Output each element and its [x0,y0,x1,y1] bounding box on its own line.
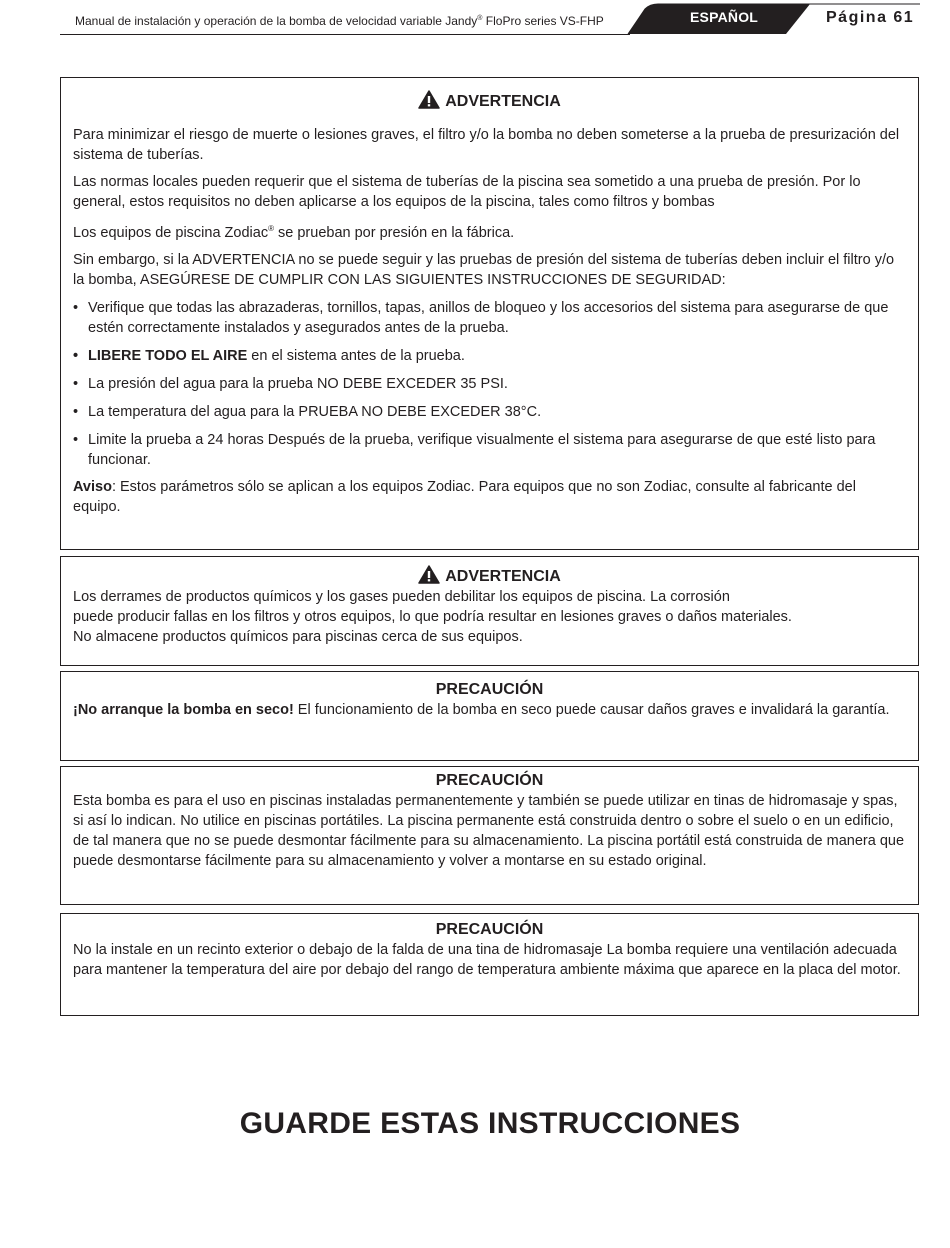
notice-paragraph: Aviso: Estos parámetros sólo se aplican a los equipos Zodiac. Para equipos que no son Zodiac, consulte al fabricante del equipo. [73,478,856,515]
caution-box-permanent-pool [60,766,919,905]
paragraph: No la instale en un recinto exterior o debajo de la falda de una tina de hidromasaje La bomba requiere una ventilación adecuada para mantener la temperatura del aire por debajo del rango de temperatura ambiente máxima que aparece en la placa del motor. [73,942,901,978]
caution-title: PRECAUCIÓN [435,772,544,789]
paragraph: Sin embargo, si la ADVERTENCIA no se puede seguir y las pruebas de presión del sistema de tuberías deben incluir el filtro y/o la bomba, ASEGÚRESE DE CUMPLIR CON LAS SIGUIENTES INSTRUCCIONES DE SEGURIDAD: [73,251,895,288]
warning-triangle-icon [418,90,440,109]
warning-title: ADVERTENCIA [73,565,906,587]
paragraph-line: No almacene productos químicos para piscinas cerca de sus equipos. [73,629,523,645]
paragraph: Para minimizar el riesgo de muerte o lesiones graves, el filtro y/o la bomba no deben someterse a la prueba de presurización del sistema de tuberías. [73,127,900,163]
warning-box-chemicals [60,556,919,666]
page-header [0,0,950,40]
paragraph-line: puede producir fallas en los filtros y otros equipos, lo que podría resultar en lesiones graves o daños materiales. [73,609,792,625]
caution-title: PRECAUCIÓN [435,681,544,698]
caution-box-dry-run [60,671,919,761]
warning-title: ADVERTENCIA [73,90,906,112]
caution-title: PRECAUCIÓN [435,921,544,938]
list-item: • Limite la prueba a 24 horas Después de la prueba, verifique visualmente el sistema para asegurarse de que esté listo para funcionar. [73,430,906,470]
paragraph: Las normas locales pueden requerir que el sistema de tuberías de la piscina sea sometido a una prueba de presión. Por lo general, estos requisitos no deben aplicarse a los equipos de la piscina, tales como filtros y bombas [73,174,861,210]
manual-title: Manual de instalación y operación de la bomba de velocidad variable Jandy® FloPro series VS-FHP [75,14,604,28]
list-item: • LIBERE TODO EL AIRE en el sistema antes de la prueba. [73,346,906,366]
warning-triangle-icon [418,565,440,584]
warning-box-pressure-test [60,77,919,550]
paragraph: ¡No arranque la bomba en seco! El funcionamiento de la bomba en seco puede causar daños graves e invalidará la garantía. [73,702,890,718]
paragraph: Los equipos de piscina Zodiac® se prueban por presión en la fábrica. [73,224,515,241]
caution-box-ventilation [60,913,919,1016]
page-number: Página 61 [826,9,915,26]
safety-list [73,298,906,470]
list-item: • La presión del agua para la prueba NO DEBE EXCEDER 35 PSI. [73,374,906,394]
paragraph-line: Los derrames de productos químicos y los gases pueden debilitar los equipos de piscina. La corrosión [73,589,730,605]
paragraph: Esta bomba es para el uso en piscinas instaladas permanentemente y también se puede utilizar en tinas de hidromasaje y spas, si así lo indican. No utilice en piscinas portátiles. La piscina permanente está construida dentro o sobre el suelo o en un edificio, de tal manera que no se puede desmontar fácilmente para su almacenamiento. La piscina portátil está construida de manera que puede desmontarse fácilmente para su almacenamiento y volver a montarse en su estado original. [73,793,905,869]
list-item: • Verifique que todas las abrazaderas, tornillos, tapas, anillos de bloqueo y los accesorios del sistema para asegurarse de que estén correctamente instalados y asegurados antes de la prueba. [73,298,906,338]
save-instructions-title: GUARDE ESTAS INSTRUCCIONES [239,1107,741,1140]
language-tab-label: ESPAÑOL [690,9,759,25]
language-tab-shape [0,0,950,40]
list-item: • La temperatura del agua para la PRUEBA NO DEBE EXCEDER 38°C. [73,402,906,422]
